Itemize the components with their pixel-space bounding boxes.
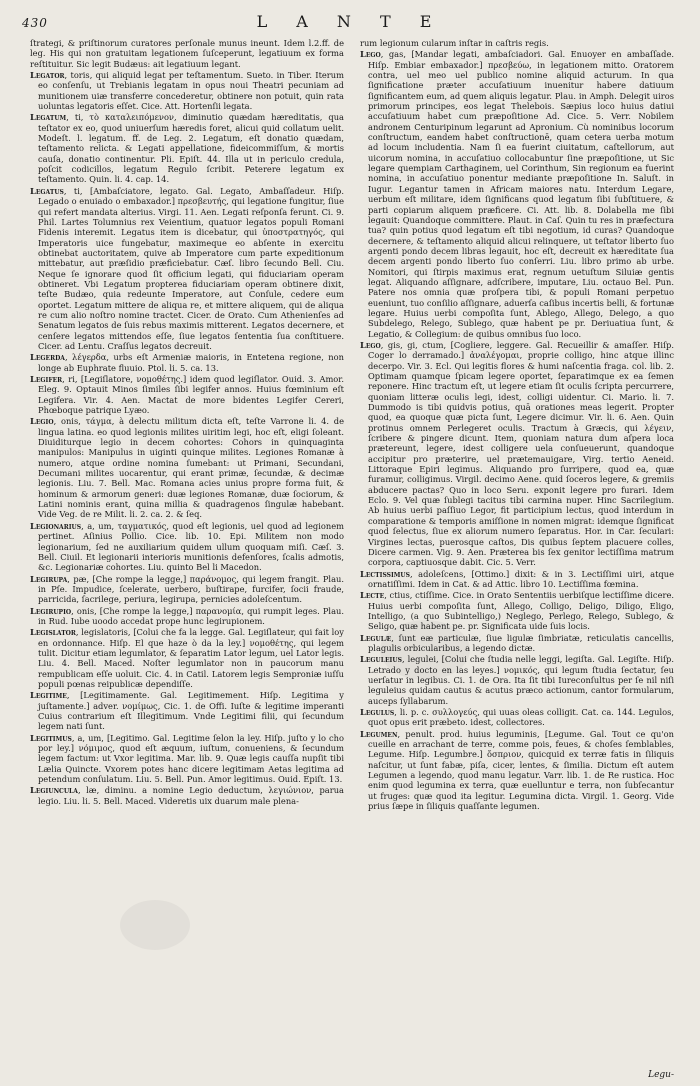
entry-text: , ſunt eæ particulæ, ſiue ligulæ ſimbriatæ, reticulatis cancellis, plagulis orbicularibus, a legendo dictæ. <box>368 632 674 653</box>
entry-text: , [Legitimamente. Gal. Legitimement. Hiſp. Legitima y juſtamente.] adver. νομίμως, Cic. 1. de Offi. Iuſte & legitime imperanti Cuius contrarium eſt Illegitimum. Vnde Legitimi filii, qui ſecundum legem nati ſunt. <box>38 690 344 732</box>
dictionary-entry <box>30 38 344 69</box>
dictionary-entry <box>360 49 674 339</box>
entry-headword: Legulus <box>360 707 395 717</box>
entry-text: , legulei, [Colui che ſtudia nelle leggi, legiſta. Gal. Legiſte. Hiſp. Letrado y docto en las leyes.] νομικός, qui legum ſtudia ſectatur, ſeu uerſatur in legibus. Ci. 1. de Ora. Ita ſit tibi Iureconſultus per ſe nil niſi leguleius quidam cautus & acutus præco actionum, cantor formularum, auceps ſyllabarum. <box>368 654 674 706</box>
entry-text: , ctius, ctiſſime. Cice. in Orato Sententiis uerbiſque lectiſſime dicere. Huius uerbi compoſita ſunt, Allego, Colligo, Deligo, Diligo, Eligo, Intelligo, (a quo Subintelligo,) Neglego, Perlego, Relego, Sublego, & Seligo, quæ habent pe. pr. Significata uide ſuis locis. <box>368 590 674 632</box>
entry-headword: Legitime <box>30 690 67 701</box>
entry-text: , adoleſcens, [Ottimo.] dixit: & in 3. Lectiſſimi uiri, atque ornatiſſimi. Idem in Cat. & ad Attic. libro 10. Lectiſſima fœmina. <box>368 568 674 589</box>
dictionary-entry <box>30 574 344 605</box>
entry-headword: Lego <box>360 49 381 60</box>
entry-headword: Legumen <box>360 728 398 739</box>
dictionary-entry <box>360 654 674 706</box>
entry-headword: Legislator <box>30 627 76 638</box>
entry-text: , læ, diminu. a nomine Legio deductum, λεγιώνιον, parua legio. Liu. li. 5. Bell. Maced. Videretis uix duarum male plena- <box>38 785 344 806</box>
dictionary-entry <box>30 521 344 573</box>
dictionary-entry <box>30 112 344 184</box>
entry-text: , a, um, ταγματικός, quod eſt legionis, uel quod ad legionem pertinet. Aſinius Pollio. Cice. lib. 10. Epi. Militem non modo legionarium, ſed ne auxiliarium quidem ullum quoquam miſi. Cæſ. 3. Bell. Ciuil. Et legionarii interioris munitionis defenſores, ſcalis admotis, &c. Legionariæ cohortes. Liu. quinto Bel li Macedon. <box>38 520 344 573</box>
dictionary-entry <box>30 416 344 519</box>
dictionary-entry <box>360 569 674 590</box>
entry-text: , gis, gi, ctum, [Cogliere, leggere. Gal. Recueillir & amaſſer. Hiſp. Coger lo derramado.] ἀναλέγομαι, proprie colligo, hinc atque illinc decerpo. Vir. 3. Ecl. Qui legitis flores & humi naſcentia fraga. col. lib. 2. Optimam quamque ſpicam legere oportet, ſeparatimque ex ea ſemen reponere. Hinc tractum eſt, ut legere etiam ſit oculis ſcripta percurrere, quoniam litteræ oculis legi, idest, colligi uidentur. Ci. Mario. li. 7. Dummodo is tibi quidvis potius, quā orationes meas legerit. Propter quod, ea quoque quæ picta ſunt, Legere dicimur. Vir. li. 6. Aen. Quin protinus omnem Perlegeret oculis. Tractum à Græcis, qui λέγειν, ſcribere & pingere dicunt. Item, quoniam natura dum aſpera loca prætereunt, legere, idest colligere uela conſueuerunt, quandoque accipitur pro præterire, uel prætemauigare, Virg. tertio Aeneid. Littoraque Epiri legimus. Aliquando pro ſurripere, quod ea, quæ furamur, colligimus. Virgil. decimo Aene. quid ſoceros legere, & gremiis abducere pactas? Quo in loco Seru. exponit legere pro furari. Idem Eclo. 9. Vel quæ ſublegi tacitus tibi carmina nuper. Hinc Sacrilegium. Ab huius uerbi paſſiuo Legor, fit participium lectus, quod interdum in comparatione & temporis amiſſione in nomen migrat: idemque ſignificat quod ſelectus, ſiue ex aliorum numero ſeparatus. Hor. in Car. ſeculari: Virgines lectas, puerosque caſtos, Dis quibus ſeptem placuere colles, Dicere carmen. Vig. 9. Aen. Præterea bis ſex genitor lectiſſima matrum corpora, captiuosque dabit. Cic. 5. Verr. <box>368 339 674 568</box>
entry-headword: Lecte <box>360 590 385 601</box>
dictionary-entry <box>30 733 344 785</box>
entry-text: , onis, τάγμα, à delectu militum dicta eſt, teſte Varrone li. 4. de lingua latina. eo quod legionis milites uiritim legi, hoc eſt, eligi ſoleant. Diuiditurque legio in decem cohortes: Cohors in quinquaginta manipulos: Manipulus in uiginti quinque milites. Legiones Romanæ à numero, atque ordine nomina ſumebant: ut Primani, Secundani, Decumani milites uocarentur, qui erant primæ, ſecundæ, & decimæ legionis. Liu. 7. Bell. Mac. Romana acies unius propre forma fuit, & hominum & armorum generi: duæ legiones Romanæ, duæ ſociorum, & Latini nominis erant, quina millia & quadragenos ſingulæ habebant. Vide Veg. de re Milit. li. 2. ca. 2. & ſeq. <box>38 416 344 520</box>
dictionary-entry <box>30 186 344 352</box>
entry-text: ſtrategi, & priſtinorum curatores perſonale munus ineunt. Idem l.2.ff. de leg. His qui non gratuitam legationem ſuſceperunt, legatiuum ex forma reſtituitur. Sic legit Budæus: ait legatiuum legant. <box>30 38 344 69</box>
page-header <box>22 8 678 38</box>
entry-headword: Legatus <box>30 185 64 196</box>
entry-headword: Legirupa <box>30 573 68 584</box>
entry-text: , gas, [Mandar legati, ambaſciadori. Gal. Enuoyer en ambaſſade. Hiſp. Embiar embaxador.] πρεσβεύω, in legationem mitto. Oratorem contra, uel meo uel publico nomine aliquid acturum. In qua ſignificatione præter accuſatiuum inuenitur habere datiuum ſignificantem eum, ad quem aliquis legatur. Plau. in Amph. Delegit uiros primorum principes, eos legat Thelebois. Sæpius loco huius datiui accuſatiuum habet cum præpoſitione Ad. Cice. 5. Verr. Nobilem andronem Centuripinum legarunt ad Apronium. Cù nominibus locorum conſtructum, eandem habet conſtructionē, quam cetera uerba motum ad locum includentia. Nam ſi ea fuerint ciuitatum, caſtellorum, aut uicorum nomina, in accuſatiuo collocabuntur ſine præpoſitione, ut Sic legare quempiam Carthaginem, uel Corinthum, Sin regionum ea fuerint nomina, in accuſatiuo ponentur mediante præpoſitione In. Saluſt. in Iugur. Legantur tamen in Africam maiores natu. Interdum Legare, uerbum eſt militare, idem ſignificans quod legatum ſibi ſubſtituere, & parti copiarum aliquem præficere. Ci. Att. lib. 8. Dolabella me ſibi legauit: Quandoque committere. Plaut. in Caſ. Quin tu res in præfectura tua? quin potius quod legatum eſt tibi negotium, id curas? Quandoque decernere, & teſtamento aliquid alicui relinquere, ut teſtator liberto ſuo argenti pondo decem libras legauit, hoc eſt, decreuit ex hæreditate ſua decem argenti pondo liberto ſuo conſerri. Liu. libro primo ab urbe. Nomitori, qui ſtirpis maximus erat, regnum uetuſtum Siluiæ gentis legat. Aliquando aſſignare, adſcribere, imputare, Liu. octauo Bel. Pun. Patere nos omnia quæ proſpera tibi, & populi Romani perpetuo eueniunt, tuo conſilio aſſignare, aduerſa caſibus incertis belli, & fortunæ legare. Huius uerbi compoſita ſunt, Ablego, Allego, Delego, a quo Subdelego, Relego, Sublego, quæ habent pe pr. Deriuatiua ſunt, & Legatio, & Collegium: de quibus omnibus ſuo loco. <box>368 49 674 339</box>
running-head: L A N T E <box>256 12 444 31</box>
dictionary-entry <box>30 70 344 111</box>
left-column <box>30 38 344 1076</box>
entry-text: , a, um, [Legitimo. Gal. Legitime ſelon la ley. Hiſp. juſto y lo cho por ley.] νόμιμος, quod eſt æquum, iuſtum, conueniens, & ſecundum legem factum: ut Vxor legitima. Mar. lib. 9. Quæ legis cauſſa nupſit tibi Lælia Quincte. Vxorem potes hanc dicere legitimam Aetas legitima ad petendum conſulatum. Liu. 5. Bell. Pun. Amor legitimus. Ouid. Epiſt. 13. <box>38 732 344 785</box>
entry-text: , onis, [Che rompe la legge,] παρανομία, qui rumpit leges. Plau. in Rud. Iube uoodo accedat prope hunc legirupionem. <box>38 605 344 626</box>
catchword: Legu- <box>648 1070 674 1080</box>
entry-headword: Legirupio <box>30 605 72 616</box>
dictionary-entry <box>360 38 674 48</box>
entry-headword: Lectissimus <box>360 568 411 579</box>
entry-headword: Legatum <box>30 112 67 123</box>
dictionary-entry <box>30 352 344 373</box>
entry-headword: Legator <box>30 70 65 81</box>
dictionary-entry <box>30 374 344 415</box>
entry-text: rum legionum cularum inſtar in caſtris regis. <box>360 38 549 48</box>
page-number: 430 <box>22 16 48 30</box>
dictionary-entry <box>360 707 674 728</box>
entry-headword: Legiuncula <box>30 785 78 796</box>
entry-text: , li. p. c. συλλογεύς, qui uuas oleas colligit. Cat. ca. 144. Legulos, quot opus erit præbeto. idest, collectores. <box>368 707 674 728</box>
entry-headword: Legionarius <box>30 520 82 531</box>
entry-headword: Legio <box>30 416 54 427</box>
entry-text: , ti, [Ambaſciatore, legato. Gal. Legato, Ambaſſadeur. Hiſp. Legado o enuiado o embaxador.] πρεσβευτής, qui legatione fungitur, ſiue qui refert mandata alterius. Virgi. 11. Aen. Legati reſponſa ferunt. Ci. 9. Phil. Lartes Tolumnius rex Veientium, quatuor legatos populi Romani Fidenis interemit. Legatus item is dicebatur, qui ὑποστρατηγός, qui Imperatoris uice fungebatur, maximeque eo abſente in exercitu obtinebat auctoritatem, quive ab Imperatore cum parte expeditionum mittebatur, aut præſidio præficiebatur. Cæſ. libro ſecundo Bell. Ciu. Neque ſe ignorare quod ſit officium legati, qui fiduciariam operam obtineret. Vbi Legatum propterea fiduciariam operam obtinere dixit, teſte Budæo, quia redeunte Imperatore, aut Conſule, cedere eum oportet. Legatum mittere de aliqua re, et mittere aliquem, qui de aliqua re cum alio noſtro nomine tractet. Cicer. de Orato. Cum Athenienſes ad Senatum legatos de ſuis rebus maximis mitterent. Legatos decernere, et cenſere legatos mittendos eſſe, ſiue legatos ſententia ſua conſtituere. Cicer. ad Lentu. Craſſus legatos decreuit. <box>38 185 344 351</box>
dictionary-entry <box>30 627 344 689</box>
entry-headword: Legulæ <box>360 632 392 643</box>
text-columns <box>30 38 674 1076</box>
right-column <box>360 38 674 1076</box>
entry-text: , ti, τὸ καταλειπόμενον, diminutio quædam hæreditatis, qua teſtator ex eo, quod uniuerſum hæredis foret, alicui quid collatum uelit. Modeſt. l. legatum. ff. de Leg. 2. Legatum, eſt donatio quædam, teſtamento relicta. & Legati appellatione, fideicommiſſum, & mortis cauſa, donatio continentur. Pli. Epiſt. 44. Illa ut in periculo credula, poſcit codicillos, legatum Regulo ſcribit. Peterere legatum ex teſtamento. Quin. li. 4. cap. 14. <box>38 112 344 185</box>
entry-headword: Legitimus <box>30 732 72 743</box>
entry-headword: Legifer <box>30 374 63 384</box>
dictionary-entry <box>360 633 674 654</box>
dictionary-entry <box>360 729 674 812</box>
entry-text: , λέγερδα, urbs eſt Armeniæ maioris, in Entetena regione, non longe ab Euphrate fluuio. Ptol. li. 5. ca. 13. <box>38 352 344 373</box>
dictionary-entry <box>30 785 344 806</box>
entry-text: , legislatoris, [Colui che fa la legge. Gal. Legiſlateur, qui fait loy en ordonnance. Hiſp. El que haze ò da la ley.] νομοθέτης, qui legem tulit. Dicitur etiam legumlator, & ſeparatim Lator legum, uel Lator legis. Liu. 4. Bell. Maced. Noſter legumlator non in paucorum manu rempublicam eſſe uoluit. Cic. 4. in Catil. Latorem legis Semproniæ iuſſu populi pœnas reipublicæ dependiſſe. <box>38 627 344 689</box>
entry-text: , toris, qui aliquid legat per teſtamentum. Sueto. in Tiber. Iterum eo conſenſu, ut Trebianis legatam in opus noui Theatri pecuniam ad munitionem uiæ transferre concederetur, obtinere non potuit, quin rata uoluntas legatoris eſſet. Cice. Att. Hortenſii legata. <box>38 70 344 112</box>
entry-text: , ri, [Legiſlatore, νομοθέτης.] idem quod legiſlator. Ouid. 3. Amor. Eleg. 9. Optauit Minos ſimiles ſibi legifer annos. Huius fœminium eſt Legifera. Vir. 4. Aen. Mactat de more bidentes Legifer Cereri, Phœboque patrique Lyæo. <box>38 374 344 416</box>
entry-headword: Leguleius <box>360 654 402 665</box>
entry-text: , penult. prod. huius leguminis, [Legume. Gal. Tout ce qu'on cueille en arrachant de terre, comme pois, feues, & choſes ſemblables, Legume. Hiſp. Legumbre.] ὄσπριον, quicquid ex terræ fatis in ſiliquis naſcitur, ut ſunt fabæ, piſa, cicer, lentes, & ſimilia. Dictum eſt autem Legumen a legendo, quod manu legatur. Varr. lib. 1. de Re rustica. Hoc enim quod legumina ex terra, quæ euelluntur e terra, non ſubſecantur ut fruges: quæ quod ita legitur. Legumina dicta. Virgil. 1. Georg. Vide prius ſæpe in ſiliquis quaſſante legumen. <box>368 728 674 812</box>
dictionary-entry <box>360 590 674 631</box>
entry-headword: Legerda <box>30 352 65 363</box>
dictionary-entry <box>30 606 344 627</box>
dictionary-entry <box>30 690 344 731</box>
entry-headword: Lego <box>360 339 381 350</box>
dictionary-entry <box>360 340 674 568</box>
entry-text: , pæ, [Che rompe la legge,] παράνομος, qui legem frangit. Plau. in Pſe. Impudice, ſcelerate, uerbero, buſtirape, furcifer, ſocii fraude, parricida, ſacrilege, periura, legirupa, pernicies adoleſcentum. <box>38 573 344 605</box>
